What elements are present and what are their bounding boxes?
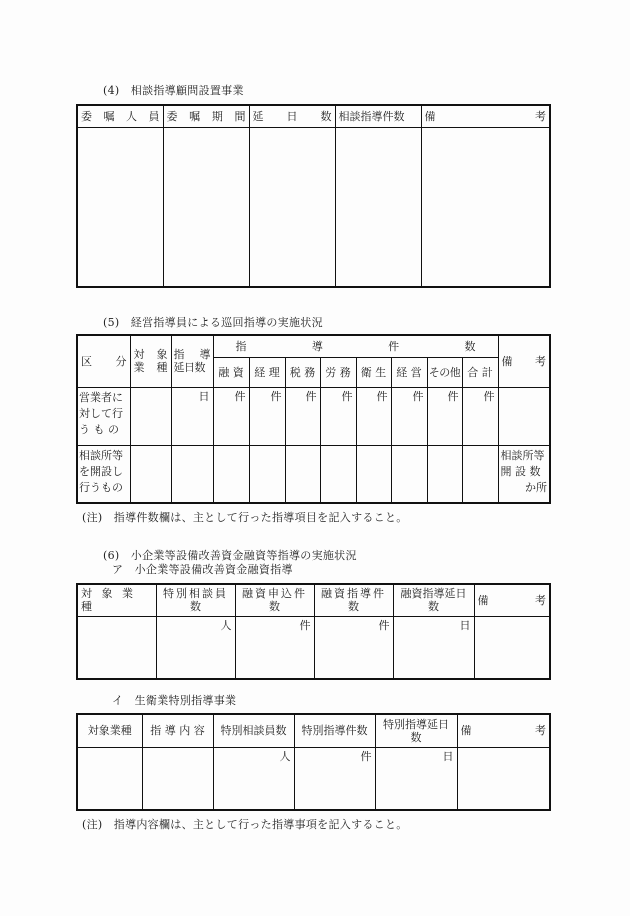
cell-labor[interactable] xyxy=(320,445,356,503)
cell-remarks[interactable] xyxy=(421,127,550,287)
cell-total[interactable] xyxy=(462,445,498,503)
cell-other[interactable] xyxy=(427,445,462,503)
header-guidance-count-group: 指 導 件 数 xyxy=(213,335,498,357)
header-management: 経 営 xyxy=(391,357,427,387)
patrol-guidance-table xyxy=(76,334,551,504)
sanitation-guidance-table xyxy=(76,713,551,811)
advisor-table xyxy=(76,104,551,288)
row-label-visits: 営業者に 対して行 う も の xyxy=(77,387,130,445)
cell-loan-applications[interactable]: 件 xyxy=(235,616,314,679)
header-remarks: 備 考 xyxy=(457,714,550,747)
cell-target-industry[interactable] xyxy=(77,616,156,679)
cell-commission-period[interactable] xyxy=(163,127,249,287)
cell-management[interactable] xyxy=(391,445,427,503)
cell-special-guidance-days[interactable]: 日 xyxy=(375,747,457,810)
header-remarks: 備 考 xyxy=(474,584,550,616)
header-loan-guidance-days: 融資指導延日 数 xyxy=(393,584,474,616)
section6-note: (注) 指導内容欄は、主として行った指導事項を記入すること。 xyxy=(82,818,408,831)
table-row xyxy=(77,445,550,503)
cell-commission-staff[interactable] xyxy=(77,127,163,287)
header-guidance-days: 指 導 延日数 xyxy=(171,335,213,387)
header-commission-staff: 委 嘱 人 員 xyxy=(77,105,163,127)
header-category: 区 分 xyxy=(77,335,130,387)
cell-finance[interactable]: 件 xyxy=(213,387,249,445)
header-target-industry: 対 象 業 種 xyxy=(130,335,171,387)
header-commission-period: 委 嘱 期 間 xyxy=(163,105,249,127)
cell-remarks[interactable] xyxy=(457,747,550,810)
header-guidance-content: 指 導 内 容 xyxy=(142,714,213,747)
header-labor: 労 務 xyxy=(320,357,356,387)
table-row xyxy=(77,387,550,445)
header-target-industry: 対象業種 xyxy=(77,714,142,747)
section5-heading: (5) 経営指導員による巡回指導の実施状況 xyxy=(103,316,323,329)
header-target-industry: 対 象 業 種 xyxy=(77,584,156,616)
cell-remarks[interactable] xyxy=(474,616,550,679)
header-loan-guidance-count: 融資指導件 数 xyxy=(314,584,393,616)
cell-office-count[interactable]: 相談所等 開 設 数 か所 xyxy=(498,445,550,503)
header-tax: 税 務 xyxy=(285,357,320,387)
cell-accounting[interactable]: 件 xyxy=(249,387,285,445)
header-special-advisors: 特別相談員数 xyxy=(213,714,294,747)
row-label-consultation-office: 相談所等 を開設し 行うもの xyxy=(77,445,130,503)
header-hygiene: 衛 生 xyxy=(356,357,391,387)
cell-management[interactable]: 件 xyxy=(391,387,427,445)
cell-guidance-days[interactable] xyxy=(171,445,213,503)
cell-remarks[interactable] xyxy=(498,387,550,445)
cell-guidance-content[interactable] xyxy=(142,747,213,810)
header-other: その他 xyxy=(427,357,462,387)
section6a-heading: ア 小企業等設備改善資金融資指導 xyxy=(112,563,293,576)
cell-special-advisors[interactable]: 人 xyxy=(213,747,294,810)
header-special-guidance-days: 特別指導延日 数 xyxy=(375,714,457,747)
header-special-advisors: 特別相談員 数 xyxy=(156,584,235,616)
cell-target-industry[interactable] xyxy=(130,387,171,445)
cell-loan-guidance-count[interactable]: 件 xyxy=(314,616,393,679)
section4-heading: (4) 相談指導顧問設置事業 xyxy=(103,84,244,97)
cell-target-industry[interactable] xyxy=(77,747,142,810)
section6b-heading: イ 生衛業特別指導事業 xyxy=(112,694,237,707)
cell-special-guidance-count[interactable]: 件 xyxy=(294,747,375,810)
header-accounting: 経 理 xyxy=(249,357,285,387)
cell-hygiene[interactable]: 件 xyxy=(356,387,391,445)
table-row xyxy=(77,127,550,287)
cell-special-advisors[interactable]: 人 xyxy=(156,616,235,679)
cell-loan-guidance-days[interactable]: 日 xyxy=(393,616,474,679)
table-row xyxy=(77,616,550,679)
cell-target-industry[interactable] xyxy=(130,445,171,503)
section6-heading: (6) 小企業等設備改善資金融資等指導の実施状況 xyxy=(103,549,357,562)
cell-guidance-days[interactable]: 日 xyxy=(171,387,213,445)
cell-tax[interactable] xyxy=(285,445,320,503)
header-total-days: 延 日 数 xyxy=(249,105,335,127)
header-special-guidance-count: 特別指導件数 xyxy=(294,714,375,747)
header-loan-applications: 融資申込件 数 xyxy=(235,584,314,616)
equipment-loan-table xyxy=(76,583,551,680)
cell-tax[interactable]: 件 xyxy=(285,387,320,445)
header-finance: 融 資 xyxy=(213,357,249,387)
cell-hygiene[interactable] xyxy=(356,445,391,503)
cell-labor[interactable]: 件 xyxy=(320,387,356,445)
header-remarks: 備 考 xyxy=(421,105,550,127)
cell-other[interactable]: 件 xyxy=(427,387,462,445)
cell-accounting[interactable] xyxy=(249,445,285,503)
table-row xyxy=(77,747,550,810)
section5-note: (注) 指導件数欄は、主として行った指導項目を記入すること。 xyxy=(82,511,408,524)
header-remarks: 備 考 xyxy=(498,335,550,387)
cell-finance[interactable] xyxy=(213,445,249,503)
cell-consultation-count[interactable] xyxy=(335,127,421,287)
cell-total[interactable]: 件 xyxy=(462,387,498,445)
header-consultation-count: 相談指導件数 xyxy=(335,105,421,127)
cell-total-days[interactable] xyxy=(249,127,335,287)
header-total: 合 計 xyxy=(462,357,498,387)
